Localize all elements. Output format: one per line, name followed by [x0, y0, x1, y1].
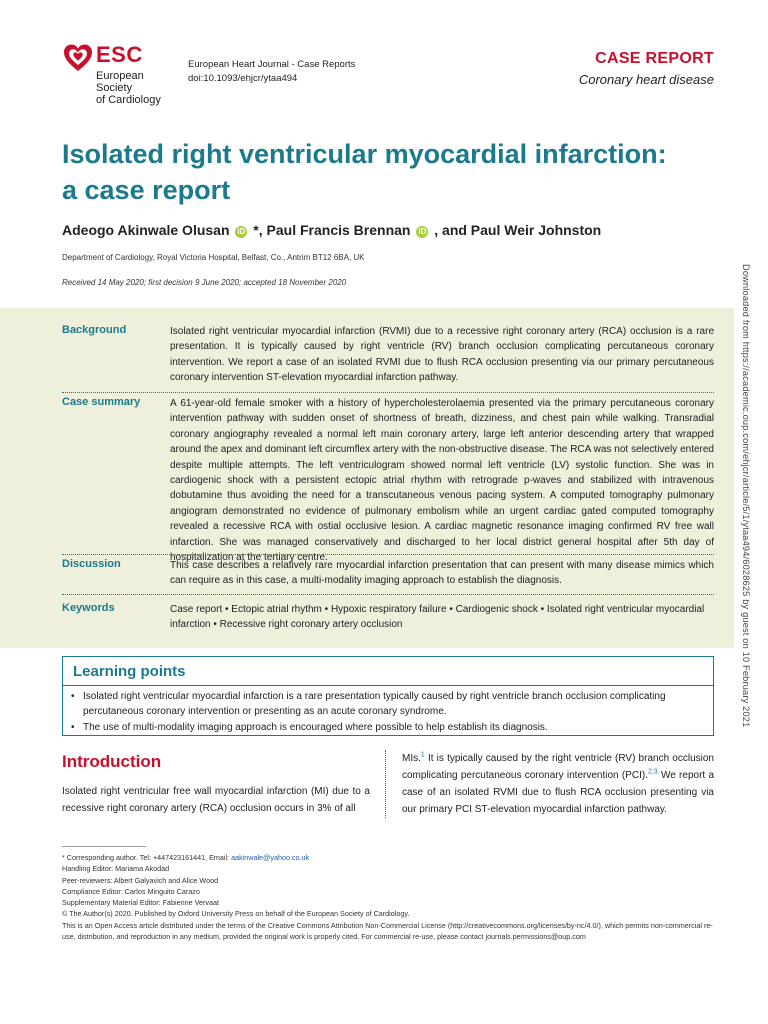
abstract-panel	[0, 308, 734, 648]
corresponding-mark: *,	[253, 222, 267, 238]
abstract-divider	[62, 392, 714, 393]
download-watermark	[737, 264, 751, 774]
citation-link-1[interactable]: 1	[420, 751, 425, 759]
learning-points-box	[62, 656, 714, 736]
compliance-editor: Compliance Editor: Carlos Minguito Carazo	[62, 886, 200, 896]
journal-info	[188, 58, 355, 86]
esc-logo-sub-line1: European Society	[96, 70, 144, 94]
introduction-text-left: Isolated right ventricular free wall myocardial infarction (MI) due to a recessive right coronary artery (RCA) occlusion occurs in 3% of all	[62, 786, 370, 814]
abstract-divider	[62, 554, 714, 555]
title-line1: Isolated right ventricular myocardial infarction:	[62, 139, 667, 169]
heart-logo-icon	[62, 42, 94, 74]
learning-points-divider	[63, 685, 713, 686]
background-label: Background	[62, 324, 127, 336]
esc-logo-text: ESC	[96, 42, 143, 67]
article-title	[62, 136, 722, 208]
article-type-label: CASE REPORT	[595, 50, 714, 67]
learning-points-title: Learning points	[73, 663, 186, 680]
peer-reviewers: Peer-reviewers: Albert Galyavich and Alice Wood	[62, 875, 219, 885]
author-3[interactable]: , and Paul Weir Johnston	[434, 222, 602, 238]
email-link[interactable]: aakinwale@yahoo.co.uk	[231, 853, 310, 862]
column-divider	[385, 750, 386, 818]
abstract-divider	[62, 594, 714, 595]
intro-text-part2: It is typically caused by the right ventricle (RV) branch occlusion complicating percutaneous coronary intervention (PCI).	[402, 753, 714, 781]
intro-text-part3: We report a case of an isolated RVMI due to flush RCA occlusion presenting via our primary PCI ST-elevation myocardial infarction pathway.	[402, 770, 715, 815]
page-header	[62, 40, 714, 106]
article-dates: Received 14 May 2020; first decision 9 June 2020; accepted 18 November 2020	[62, 278, 347, 287]
journal-name: European Heart Journal - Case Reports	[188, 59, 356, 70]
corresponding-author	[62, 852, 714, 863]
handling-editor: Handling Editor: Mariama Akodad	[62, 864, 170, 874]
discussion-text: This case describes a relatively rare myocardial infarction presentation that can present with many disease mimics which can require as in this case, a multi-modality imaging approach to establish the diagnosis.	[170, 560, 714, 587]
introduction-text-right	[402, 750, 714, 818]
copyright-line: © The Author(s) 2020. Published by Oxford University Press on behalf of the European Society of Cardiology.	[62, 909, 410, 919]
footnotes	[62, 852, 714, 942]
case-summary-text: A 61-year-old female smoker with a history of hypercholesterolaemia presented via the primary percutaneous coronary intervention pathway with sudden onset of shortness of breath, dizziness, and chest pain while walking. Transradial coronary angiography revealed a normal left main coronary artery, large left anterior descending artery that wrapped around the apex and dominant left circumflex artery with the non-obstructive disease. The RCA was not selectively entered despite multiple attempts. The left ventriculogram showed normal left ventricle (LV) systolic function. She was in cardiogenic shock with a persistent ectopic atrial rhythm with retrograde p-waves and stabilized with intravenous dobutamine thus avoiding the need for a transcutaneous venous pacing system. A computed tomography pulmonary angiogram demonstrated no evidence of pulmonary embolism while an urgent cardiac gated computed tomography revealed a recessive RCA with ostial occlusive lesion. A cardiac magnetic resonance imaging confirmed RV free wall infarction. She was managed conservatively and discharged to her local district general hospital after 5th day of hospitalization at the tertiary centre.	[170, 398, 714, 564]
learning-point: • Isolated right ventricular myocardial infarction is a rare presentation typically caused by right ventricle branch occlusion complicating percutaneous coronary intervention or presenting as an acute coronary syndrome.	[71, 689, 703, 719]
discussion-label: Discussion	[62, 558, 121, 570]
keywords-text: Case report • Ectopic atrial rhythm • Hypoxic respiratory failure • Cardiogenic shock • Isolated right ventricular myocardial infarction • Recessive right coronary artery occlusion	[170, 604, 705, 631]
article-category: Coronary heart disease	[578, 72, 714, 87]
author-2[interactable]: Paul Francis Brennan	[266, 222, 411, 238]
article-type-block	[579, 50, 714, 87]
doi-link[interactable]: doi:10.1093/ehjcr/ytaa494	[188, 73, 298, 84]
author-list	[62, 222, 722, 238]
license-text: This is an Open Access article distributed under the terms of the Creative Commons Attribution Non-Commercial License (http://creativecommons.org/licenses/by-nc/4.0/), which permits non-commercial re-use, distribution, and reproduction in any medium, provided the original work is properly cited. For commercial re-use, please contact journals.permissions@oup.com	[62, 920, 713, 942]
learning-points-list	[71, 689, 703, 736]
background-text: Isolated right ventricular myocardial infarction (RVMI) due to a recessive right coronary artery (RCA) occlusion is a rare presentation. It is typically caused by right ventricle (RV) branch occlusion complicating percutaneous coronary intervention. We report a case of an isolated RVMI due to flush RCA occlusion presenting via our primary percutaneous coronary intervention ST-elevation myocardial infarction pathway.	[170, 326, 714, 384]
keywords-label: Keywords	[62, 602, 115, 614]
citation-link-2-3[interactable]: 2,3	[647, 768, 658, 776]
case-summary-label: Case summary	[62, 396, 141, 408]
author-1[interactable]: Adeogo Akinwale Olusan	[62, 222, 230, 238]
affiliation: Department of Cardiology, Royal Victoria Hospital, Belfast, Co., Antrim BT12 6BA, UK	[62, 253, 365, 262]
introduction-heading: Introduction	[62, 752, 162, 771]
learning-point: • The use of multi-modality imaging approach is encouraged where possible to help establish its diagnosis.	[71, 720, 703, 735]
orcid-icon[interactable]: iD	[237, 227, 246, 236]
intro-text-part1: MIs.	[402, 753, 421, 764]
orcid-icon[interactable]: iD	[418, 227, 427, 236]
esc-logo[interactable]	[62, 40, 182, 106]
corresponding-author-text: * Corresponding author. Tel: +447423161441, Email:	[62, 853, 232, 862]
esc-logo-subtitle	[96, 70, 182, 106]
footnote-rule	[62, 846, 146, 847]
title-line2: a case report	[62, 175, 231, 205]
download-watermark-text: Downloaded from https://academic.oup.com/ehjcr/article/5/1/ytaa494/6028625 by guest on 10 February 2021	[741, 264, 751, 728]
esc-logo-sub-line2: of Cardiology	[96, 94, 161, 106]
supplementary-editor: Supplementary Material Editor: Fabienne Vervaat	[62, 898, 220, 908]
